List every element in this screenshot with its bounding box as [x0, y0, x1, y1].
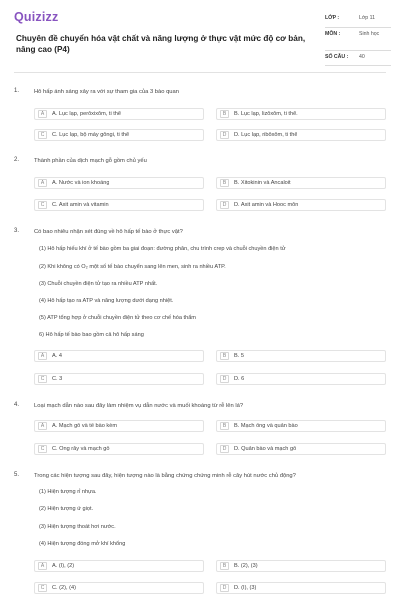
option-b[interactable] — [216, 350, 386, 362]
option-text: D. Quản bào và mạch gỗ — [234, 446, 297, 452]
option-b[interactable] — [216, 177, 386, 189]
option-letter: D — [220, 131, 229, 139]
question-number: 1. — [14, 88, 20, 94]
option-d[interactable] — [216, 582, 386, 594]
option-a[interactable] — [34, 108, 204, 120]
option-letter: B — [220, 110, 229, 118]
option-a[interactable] — [34, 420, 204, 432]
option-text: A. (I), (2) — [52, 563, 75, 569]
question-number: 5. — [14, 472, 20, 478]
option-letter: B — [220, 562, 229, 570]
option-d[interactable] — [216, 443, 386, 455]
statement-2: (2) Khi không có O₂ một số tế bào chuyển sang lên men, sinh ra nhiều ATP. — [39, 264, 226, 270]
option-letter: B — [220, 422, 229, 430]
option-text: A. 4 — [52, 353, 62, 359]
option-letter: A — [38, 562, 47, 570]
header-divider — [14, 72, 386, 73]
question-text: Có bao nhiêu nhận xét đúng về hô hấp tế bào ở thực vật? — [34, 229, 183, 235]
meta-class-row — [325, 12, 391, 28]
question-text: Loại mạch dẫn nào sau đây làm nhiệm vụ dẫn nước và muối khoáng từ rễ lên lá? — [34, 403, 244, 409]
question-text: Thành phần của dịch mạch gỗ gồm chủ yếu — [34, 158, 147, 164]
option-letter: C — [38, 201, 47, 209]
option-letter: C — [38, 375, 47, 383]
option-letter: C — [38, 131, 47, 139]
option-text: D. 6 — [234, 376, 245, 382]
worksheet-meta — [325, 12, 391, 66]
statement-1: (1) Hô hấp hiếu khí ở tế bào gồm ba giai đoạn: đường phân, chu trình crep và chuỗi chuyền điện tử — [39, 246, 286, 252]
option-text: B. Mạch ống và quản bào — [234, 423, 298, 429]
statement-4: (4) Hiện tượng đóng mở khí khổng — [39, 541, 126, 547]
statement-2: (2) Hiện tượng ứ giọt. — [39, 506, 94, 512]
option-a[interactable] — [34, 350, 204, 362]
option-c[interactable] — [34, 582, 204, 594]
question-number: 2. — [14, 157, 20, 163]
meta-count-row — [325, 51, 391, 66]
option-letter: D — [220, 584, 229, 592]
option-a[interactable] — [34, 177, 204, 189]
option-b[interactable] — [216, 560, 386, 572]
option-text: D. Axit amin và Hooc môn — [234, 202, 299, 208]
worksheet-title: Chuyên đề chuyển hóa vật chất và năng lượng ở thực vật mức độ cơ bản, nâng cao (P4) — [16, 34, 306, 54]
meta-subject-row — [325, 28, 391, 51]
option-d[interactable] — [216, 129, 386, 141]
option-c[interactable] — [34, 443, 204, 455]
option-letter: A — [38, 352, 47, 360]
option-text: C. Lục lạp, bộ máy gôngi, ti thể — [52, 132, 130, 138]
question-number: 4. — [14, 402, 20, 408]
meta-count-value: 40 — [359, 54, 365, 60]
option-letter: D — [220, 445, 229, 453]
option-text: C. 3 — [52, 376, 63, 382]
statement-5: (5) ATP tổng hợp ở chuỗi chuyền điện tử theo cơ chế hóa thẩm — [39, 315, 196, 321]
meta-count-label: SỐ CÂU : — [325, 54, 349, 60]
option-d[interactable] — [216, 199, 386, 211]
option-text: B. Lục lạp, lizôxôm, ti thể. — [234, 111, 298, 117]
statement-3: (3) Chuỗi chuyền điện tử tạo ra nhiều ATP nhất. — [39, 281, 158, 287]
option-text: A. Mạch gỗ và tế bào kèm — [52, 423, 117, 429]
option-text: B. (2), (3) — [234, 563, 258, 569]
statement-1: (1) Hiện tượng rỉ nhựa. — [39, 489, 97, 495]
option-b[interactable] — [216, 420, 386, 432]
option-text: D. Lục lạp, ribôxôm, ti thể — [234, 132, 298, 138]
option-text: C. Axit amin và vitamin — [52, 202, 109, 208]
meta-subject-label: MÔN : — [325, 31, 341, 37]
option-letter: C — [38, 584, 47, 592]
option-c[interactable] — [34, 129, 204, 141]
question-text: Hô hấp ánh sáng xảy ra với sự tham gia của 3 bào quan — [34, 89, 179, 95]
option-letter: A — [38, 179, 47, 187]
meta-subject-value: Sinh học — [359, 31, 380, 37]
option-a[interactable] — [34, 560, 204, 572]
option-text: A. Nước và ion khoáng — [52, 180, 110, 186]
option-letter: D — [220, 201, 229, 209]
option-c[interactable] — [34, 373, 204, 385]
statement-3: (3) Hiện tượng thoát hơi nước. — [39, 524, 116, 530]
option-text: B. 5 — [234, 353, 244, 359]
option-text: C. Ống rây và mạch gỗ — [52, 446, 110, 452]
option-b[interactable] — [216, 108, 386, 120]
meta-class-label: LỚP : — [325, 15, 340, 21]
quizizz-logo: Quizizz — [14, 10, 59, 24]
option-text: C. (2), (4) — [52, 585, 76, 591]
option-text: D. (I), (3) — [234, 585, 257, 591]
option-letter: D — [220, 375, 229, 383]
meta-class-value: Lớp 11 — [359, 15, 375, 21]
option-letter: B — [220, 352, 229, 360]
option-letter: B — [220, 179, 229, 187]
question-number: 3. — [14, 228, 20, 234]
option-c[interactable] — [34, 199, 204, 211]
option-d[interactable] — [216, 373, 386, 385]
option-letter: C — [38, 445, 47, 453]
statement-6: 6) Hô hấp tế bào bao gồm cả hô hấp sáng — [39, 332, 144, 338]
question-text: Trong các hiện tượng sau đây, hiện tượng nào là bằng chứng chứng minh rễ cây hút nước chủ động? — [34, 473, 296, 479]
option-text: B. Xitokinin và Ancaloit — [234, 180, 291, 186]
option-letter: A — [38, 110, 47, 118]
statement-4: (4) Hô hấp tạo ra ATP và năng lượng dưới dạng nhiệt. — [39, 298, 174, 304]
option-text: A. Lục lạp, perôxixôm, ti thể — [52, 111, 122, 117]
option-letter: A — [38, 422, 47, 430]
